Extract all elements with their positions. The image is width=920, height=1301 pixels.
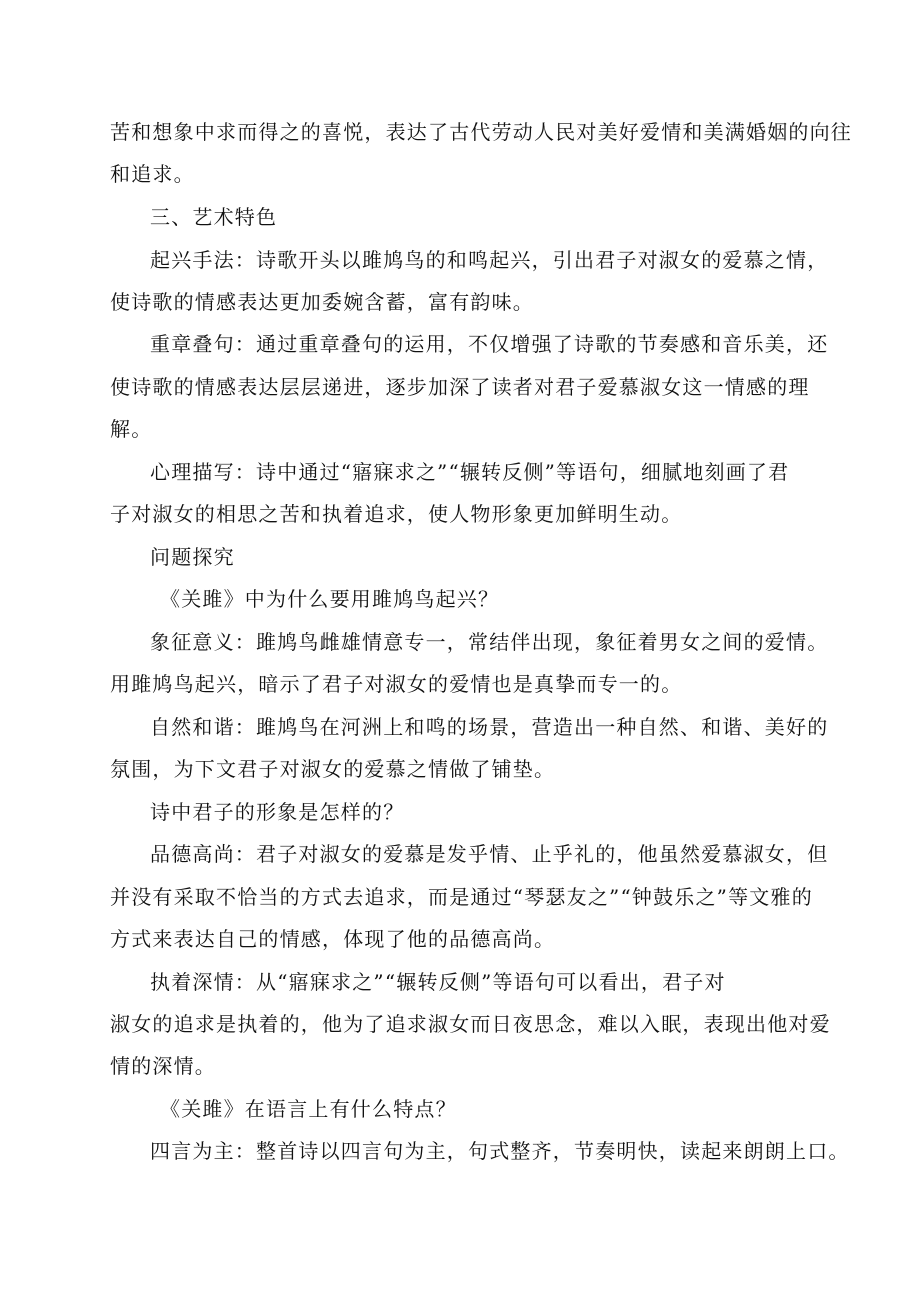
text-line: 使诗歌的情感表达层层递进，逐步加深了读者对君子爱慕淑女这一情感的理 <box>110 375 810 399</box>
text-line: 氛围，为下文君子对淑女的爱慕之情做了铺垫。 <box>110 757 556 781</box>
text-line: 执着深情：从“寤寐求之”“辗转反侧”等语句可以看出，君子对 <box>150 970 726 994</box>
text-line: 自然和谐：雎鸠鸟在河洲上和鸣的场景，营造出一种自然、和谐、美好的 <box>150 715 829 739</box>
text-line: 象征意义：雎鸠鸟雌雄情意专一，常结伴出现，象征着男女之间的爱情。 <box>150 630 829 654</box>
text-line: 苦和想象中求而得之的喜悦，表达了古代劳动人民对美好爱情和美满婚姻的向往 <box>110 120 852 144</box>
text-line: 方式来表达自己的情感，体现了他的品德高尚。 <box>110 927 556 951</box>
question-line: 《关雎》在语言上有什么特点？ <box>160 1097 457 1121</box>
text-line: 四言为主：整首诗以四言句为主，句式整齐，节奏明快，读起来朗朗上口。 <box>150 1139 850 1163</box>
text-line: 解。 <box>110 417 153 441</box>
text-line: 情的深情。 <box>110 1054 216 1078</box>
text-line: 子对淑女的相思之苦和执着追求，使人物形象更加鲜明生动。 <box>110 502 683 526</box>
section-heading: 三、艺术特色 <box>150 205 278 229</box>
text-line: 重章叠句：通过重章叠句的运用，不仅增强了诗歌的节奏感和音乐美，还 <box>150 332 829 356</box>
text-line: 和追求。 <box>110 162 195 186</box>
text-line: 并没有采取不恰当的方式去追求，而是通过“琴瑟友之”“钟鼓乐之”等文雅的 <box>110 885 813 909</box>
text-line: 起兴手法：诗歌开头以雎鸠鸟的和鸣起兴，引出君子对淑女的爱慕之情， <box>150 248 829 272</box>
section-heading: 问题探究 <box>150 545 235 569</box>
text-line: 淑女的追求是执着的，他为了追求淑女而日夜思念，难以入眠，表现出他对爱 <box>110 1012 831 1036</box>
text-line: 品德高尚：君子对淑女的爱慕是发乎情、止乎礼的，他虽然爱慕淑女，但 <box>150 842 829 866</box>
text-line: 心理描写：诗中通过“寤寐求之”“辗转反侧”等语句，细腻地刻画了君 <box>150 460 790 484</box>
question-line: 《关雎》中为什么要用雎鸠鸟起兴？ <box>160 587 500 611</box>
text-line: 使诗歌的情感表达更加委婉含蓄，富有韵味。 <box>110 290 534 314</box>
text-line: 用雎鸠鸟起兴，暗示了君子对淑女的爱情也是真挚而专一的。 <box>110 672 683 696</box>
question-line: 诗中君子的形象是怎样的？ <box>150 800 405 824</box>
